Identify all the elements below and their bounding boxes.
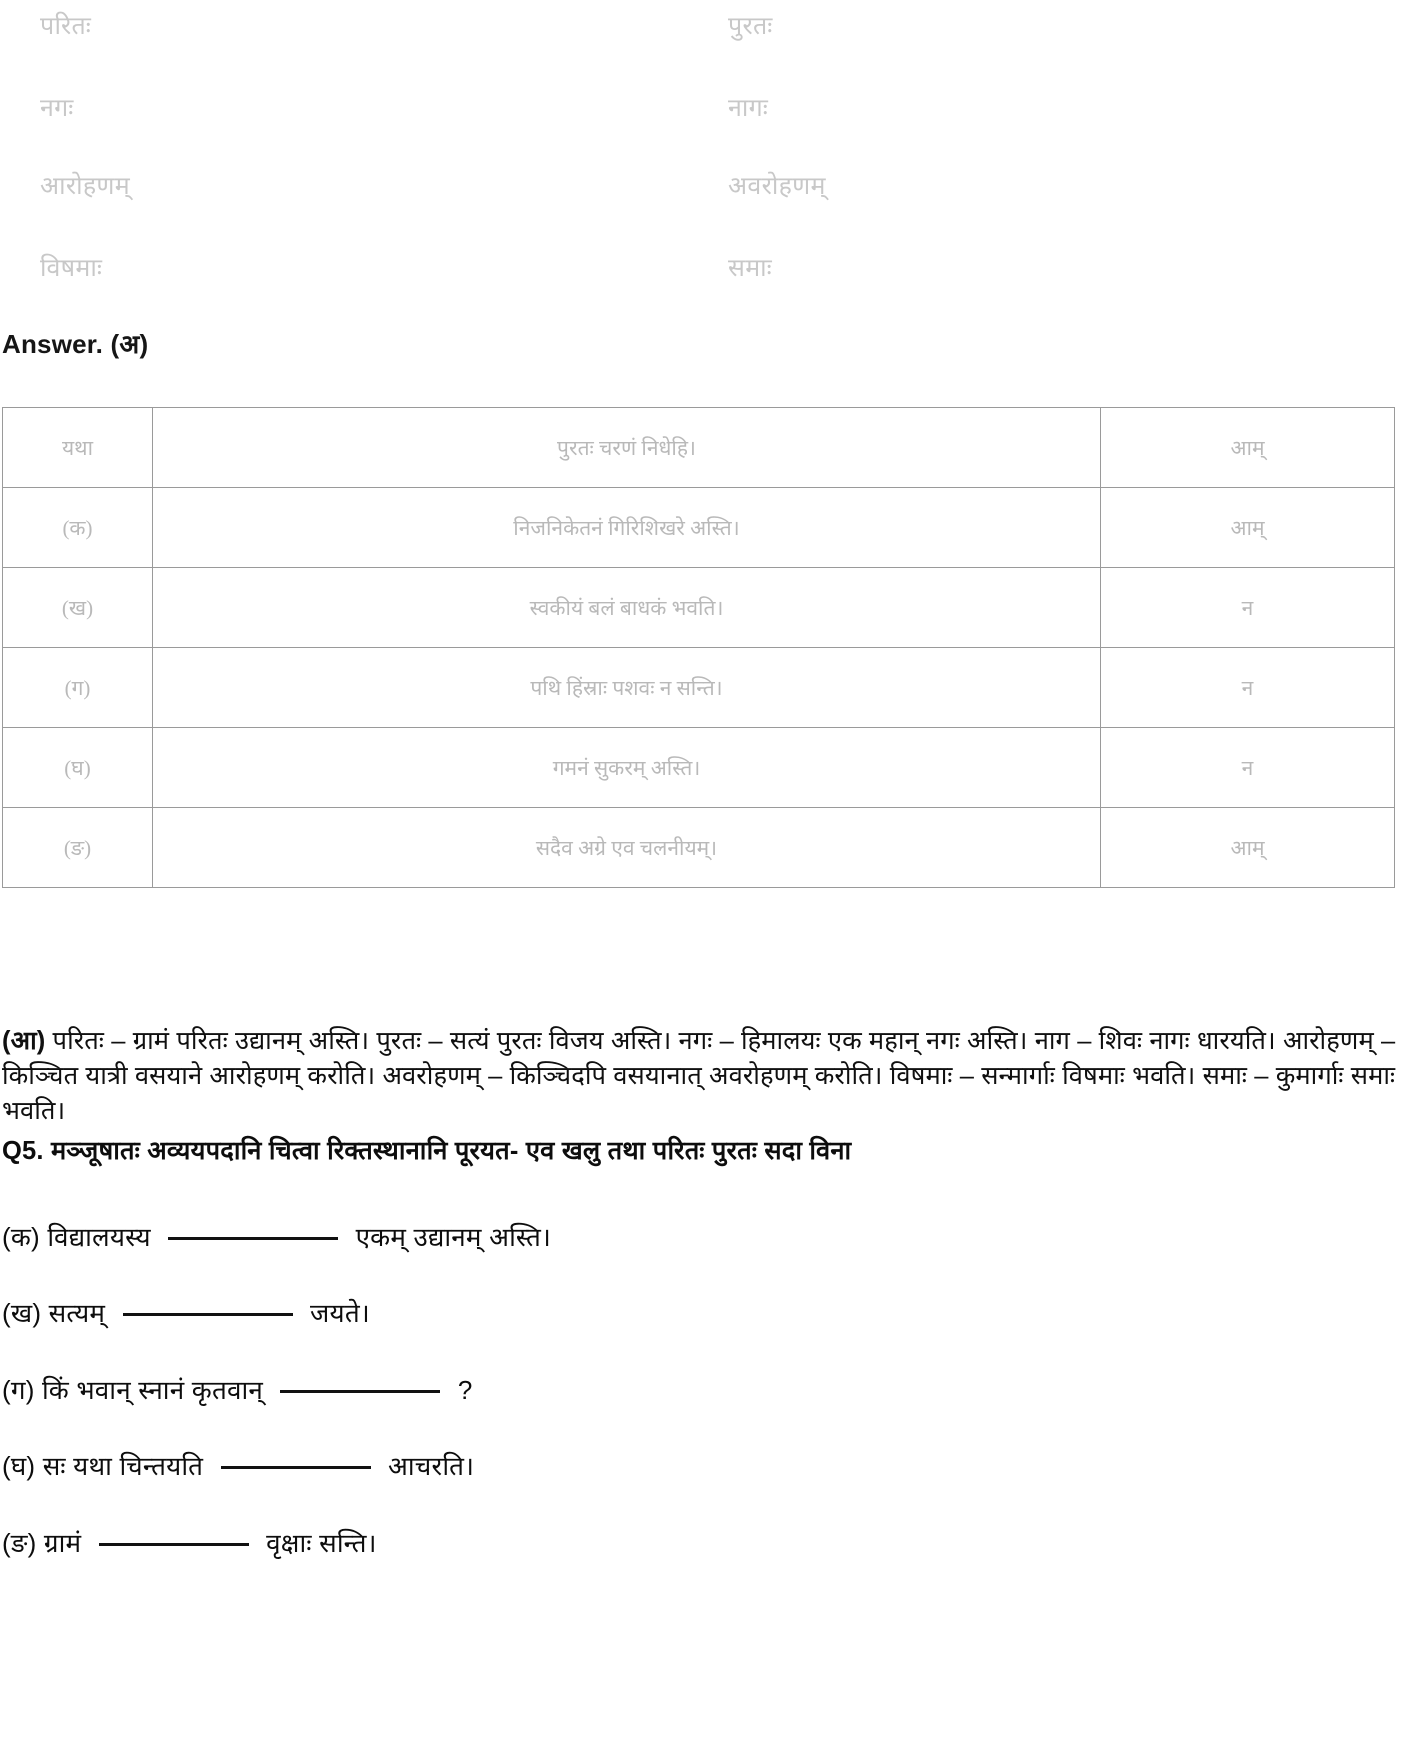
paragraph-aa [2,1024,1397,1129]
faded-word-left-2: नगः [40,95,74,122]
row-label: (ख) [3,568,153,648]
row-answer: आम् [1101,808,1395,888]
blank-line-kha[interactable] [123,1313,293,1316]
question-before-nga: ग्रामं [43,1528,82,1558]
blank-line-ka[interactable] [168,1237,338,1240]
faded-word-right-3: अवरोहणम् [728,173,826,200]
question-item-ka [2,1218,551,1254]
question-label-gha: (घ) [2,1451,36,1481]
table-row [3,808,1395,888]
row-sentence: पुरतः चरणं निधेहि। [153,408,1101,488]
table-row [3,728,1395,808]
table-row [3,488,1395,568]
question-before-gha: सः यथा चिन्तयति [42,1451,204,1481]
row-sentence: सदैव अग्रे एव चलनीयम्। [153,808,1101,888]
faded-word-right-4: समाः [728,255,772,282]
table-row [3,648,1395,728]
answer-table [2,407,1395,888]
question-label-ga: (ग) [2,1375,35,1405]
row-answer: न [1101,568,1395,648]
row-label: (क) [3,488,153,568]
row-answer: न [1101,648,1395,728]
question-item-gha [2,1447,474,1483]
faded-word-left-3: आरोहणम् [40,173,131,200]
paragraph-aa-text: परितः – ग्रामं परितः उद्यानम् अस्ति। पुरतः – सत्यं पुरतः विजय अस्ति। नगः – हिमालयः एक महान् नगः अस्ति। नाग – शिवः नागः धारयति। आरोहणम् – किञ्चित यात्री वसयाने आरोहणम् करोति। अवरोहणम् – किञ्चिदपि वसयानात् अवरोहणम् करोति। विषमाः – सन्मार्गाः विषमाः भवति। समाः – कुमार्गाः समाः भवति। [2,1027,1396,1125]
row-label: (घ) [3,728,153,808]
blank-line-gha[interactable] [221,1466,371,1469]
question-after-ga: ? [457,1375,473,1405]
answer-label: Answer. (अ) [2,329,149,359]
table-row [3,568,1395,648]
question-item-ga [2,1371,473,1407]
row-label: (ग) [3,648,153,728]
question-after-ka: एकम् उद्यानम् अस्ति। [355,1222,552,1252]
question-before-ga: किं भवान् स्नानं कृतवान् [42,1375,264,1405]
question-item-nga [2,1524,377,1560]
question-after-gha: आचरति। [388,1451,475,1481]
question-label-ka: (क) [2,1222,40,1252]
blank-line-nga[interactable] [99,1543,249,1546]
row-label: (ङ) [3,808,153,888]
question-after-nga: वृक्षाः सन्ति। [266,1528,377,1558]
row-sentence: गमनं सुकरम् अस्ति। [153,728,1101,808]
blank-line-ga[interactable] [280,1390,440,1393]
faded-word-pairs-block [0,0,1403,300]
question-after-kha: जयते। [310,1298,370,1328]
q5-heading: Q5. मञ्जूषातः अव्ययपदानि चित्वा रिक्तस्थानानि पूरयत- एव खलु तथा परितः पुरतः सदा विना [2,1137,852,1165]
question-label-kha: (ख) [2,1298,42,1328]
row-answer: आम् [1101,488,1395,568]
row-sentence: निजनिकेतनं गिरिशिखरे अस्ति। [153,488,1101,568]
table-row [3,408,1395,488]
faded-word-left-1: परितः [40,13,92,40]
faded-word-right-2: नागः [728,95,769,122]
row-sentence: पथि हिंस्राः पशवः न सन्ति। [153,648,1101,728]
question-item-kha [2,1294,370,1330]
question-label-nga: (ङ) [2,1528,37,1558]
row-answer: आम् [1101,408,1395,488]
question-before-kha: सत्यम् [48,1298,106,1328]
row-label: यथा [3,408,153,488]
paragraph-aa-marker: (आ) [2,1027,46,1055]
faded-word-right-1: पुरतः [728,13,773,40]
faded-word-left-4: विषमाः [40,255,103,282]
question-before-ka: विद्यालयस्य [47,1222,151,1252]
row-sentence: स्वकीयं बलं बाधकं भवति। [153,568,1101,648]
row-answer: न [1101,728,1395,808]
